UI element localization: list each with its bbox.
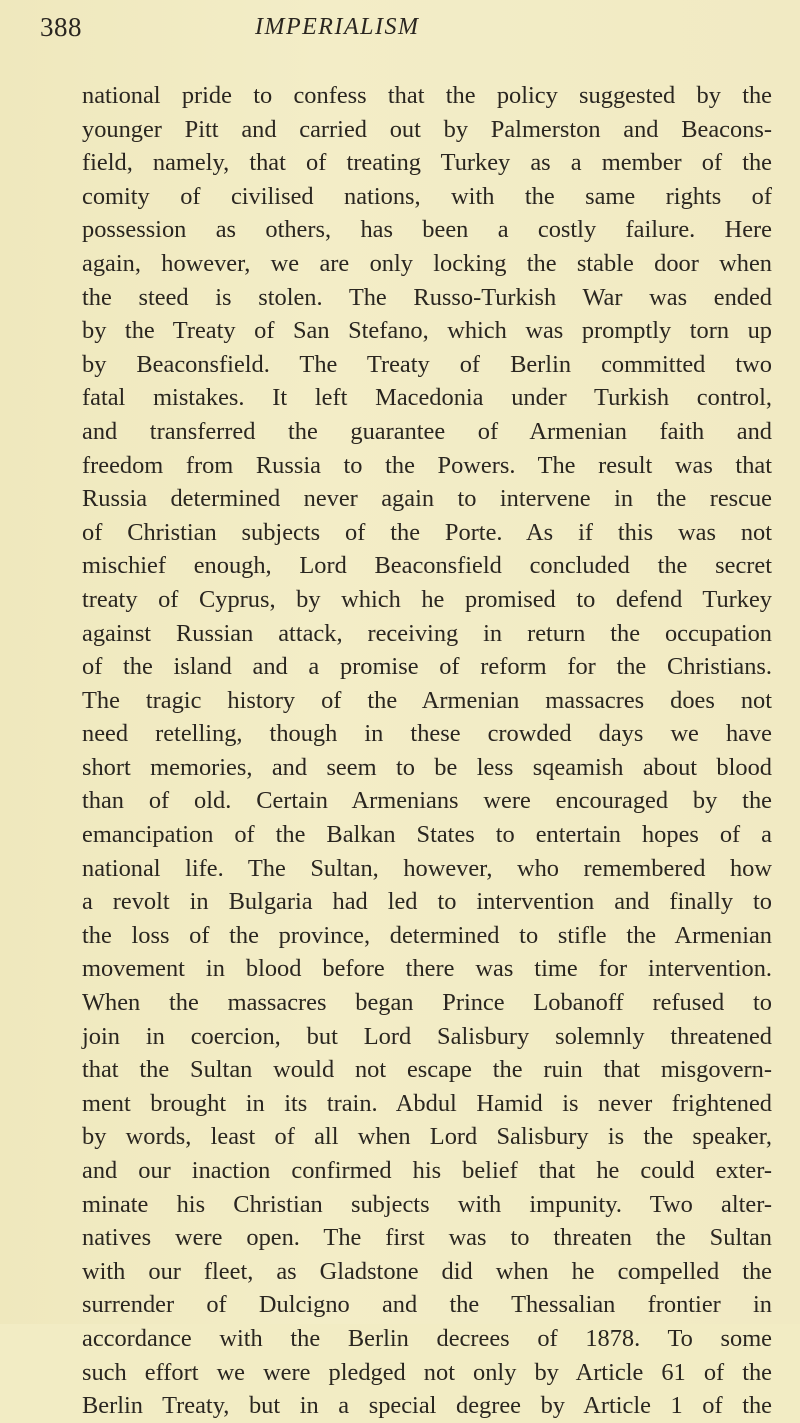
text-line: Berlin Treaty, but in a special degree by Article 1 of the — [82, 1392, 772, 1420]
text-line: the loss of the province, determined to stifle the Armenian — [82, 921, 772, 949]
text-line: that the Sultan would not escape the ruin that misgovern- — [82, 1056, 772, 1084]
text-line: by the Treaty of San Stefano, which was promptly torn up — [82, 317, 772, 345]
text-line: by words, least of all when Lord Salisbury is the speaker, — [82, 1123, 772, 1151]
text-line: The tragic history of the Armenian massacres does not — [82, 686, 772, 714]
text-line: mischief enough, Lord Beaconsfield concluded the secret — [82, 552, 772, 580]
text-line: accordance with the Berlin decrees of 1878. To some — [82, 1324, 772, 1352]
text-line: When the massacres began Prince Lobanoff refused to — [82, 989, 772, 1017]
text-line: freedom from Russia to the Powers. The result was that — [82, 451, 772, 479]
text-line: against Russian attack, receiving in return the occupation — [82, 619, 772, 647]
text-line: Russia determined never again to intervene in the rescue — [82, 485, 772, 513]
text-line: need retelling, though in these crowded days we have — [82, 720, 772, 748]
text-line: younger Pitt and carried out by Palmerston and Beacons- — [82, 115, 772, 143]
body-text — [82, 79, 772, 1423]
text-line: join in coercion, but Lord Salisbury solemnly threatened — [82, 1022, 772, 1050]
text-line: field, namely, that of treating Turkey as a member of the — [82, 149, 772, 177]
text-line: of Christian subjects of the Porte. As if this was not — [82, 518, 772, 546]
text-line: and transferred the guarantee of Armenian faith and — [82, 417, 772, 445]
text-line: surrender of Dulcigno and the Thessalian frontier in — [82, 1291, 772, 1319]
text-line: natives were open. The first was to threaten the Sultan — [82, 1224, 772, 1252]
text-line: again, however, we are only locking the stable door when — [82, 249, 772, 277]
text-line: ment brought in its train. Abdul Hamid is never frightened — [82, 1089, 772, 1117]
text-line: such effort we were pledged not only by Article 61 of the — [82, 1358, 772, 1386]
page-header — [40, 12, 740, 48]
text-line: possession as others, has been a costly failure. Here — [82, 216, 772, 244]
text-line: with our fleet, as Gladstone did when he compelled the — [82, 1257, 772, 1285]
text-line: fatal mistakes. It left Macedonia under Turkish control, — [82, 384, 772, 412]
text-line: movement in blood before there was time for intervention. — [82, 955, 772, 983]
text-line: treaty of Cyprus, by which he promised to defend Turkey — [82, 585, 772, 613]
text-line: than of old. Certain Armenians were encouraged by the — [82, 787, 772, 815]
text-line: comity of civilised nations, with the same rights of — [82, 182, 772, 210]
text-line: and our inaction confirmed his belief that he could exter- — [82, 1157, 772, 1184]
text-line: national pride to confess that the policy suggested by the — [82, 82, 772, 109]
text-line: by Beaconsfield. The Treaty of Berlin committed two — [82, 350, 772, 378]
text-line: a revolt in Bulgaria had led to intervention and finally to — [82, 888, 772, 916]
text-line: the steed is stolen. The Russo-Turkish War was ended — [82, 283, 772, 311]
text-line: national life. The Sultan, however, who remembered how — [82, 854, 772, 882]
text-line: emancipation of the Balkan States to entertain hopes of a — [82, 821, 772, 849]
running-head: IMPERIALISM — [255, 14, 420, 40]
text-line: of the island and a promise of reform for the Christians. — [82, 653, 772, 681]
text-line: minate his Christian subjects with impunity. Two alter- — [82, 1190, 772, 1218]
page-number: 388 — [40, 12, 82, 42]
text-line: short memories, and seem to be less sqeamish about blood — [82, 753, 772, 781]
